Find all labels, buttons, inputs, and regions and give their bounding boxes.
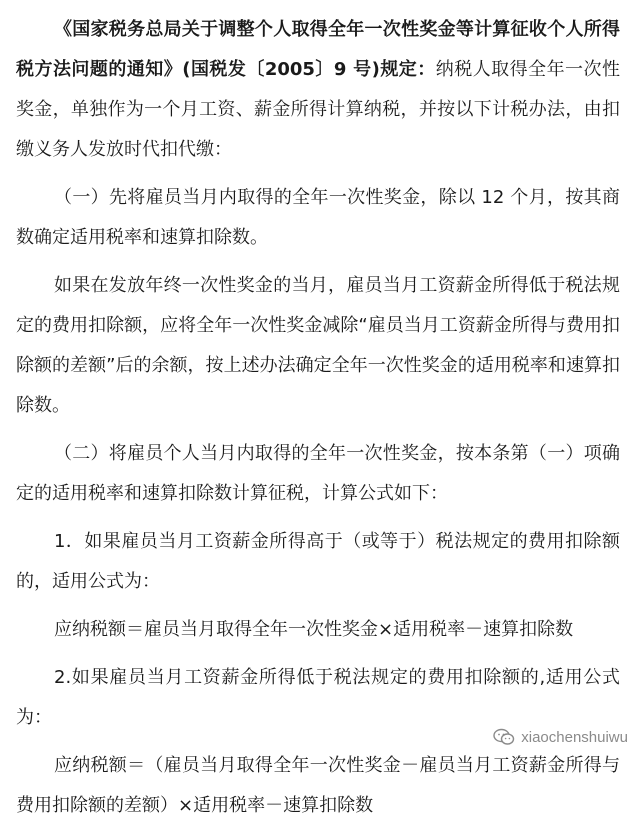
paragraph-item-1: （一）先将雇员当月内取得的全年一次性奖金，除以 12 个月，按其商数确定适用税率和速算扣除数。 bbox=[16, 187, 620, 248]
paragraph-intro bbox=[16, 10, 620, 170]
intro-text: 纳税人取得全年一次性奖金，单独作为一个月工资、薪金所得计算纳税，并按以下计税办法，由扣缴义务人发放时代扣代缴： bbox=[16, 59, 621, 160]
paragraph-exception: 如果在发放年终一次性奖金的当月，雇员当月工资薪金所得低于税法规定的费用扣除额，应将全年一次性奖金减除“雇员当月工资薪金所得与费用扣除额的差额”后的余额，按上述办法确定全年一次性奖金的适用税率和速算扣除数。 bbox=[16, 275, 620, 416]
watermark-text: xiaochenshuiwu bbox=[521, 728, 628, 746]
notice-title: 《国家税务总局关于调整个人取得全年一次性奖金等计算征收个人所得税方法问题的通知》(国税发〔2005〕9 号)规定： bbox=[16, 19, 620, 80]
paragraph-case-1: 1．如果雇员当月工资薪金所得高于（或等于）税法规定的费用扣除额的，适用公式为： bbox=[16, 531, 620, 592]
formula-2: 应纳税额＝（雇员当月取得全年一次性奖金－雇员当月工资薪金所得与费用扣除额的差额）×适用税率－速算扣除数 bbox=[16, 755, 620, 816]
wechat-icon bbox=[493, 728, 515, 746]
paragraph-item-2: （二）将雇员个人当月内取得的全年一次性奖金，按本条第（一）项确定的适用税率和速算扣除数计算征税，计算公式如下： bbox=[16, 443, 620, 504]
watermark bbox=[493, 728, 628, 746]
paragraph-case-2: 2.如果雇员当月工资薪金所得低于税法规定的费用扣除额的,适用公式为： bbox=[16, 667, 620, 728]
formula-1: 应纳税额＝雇员当月取得全年一次性奖金×适用税率－速算扣除数 bbox=[54, 619, 574, 640]
document-body bbox=[16, 10, 620, 834]
